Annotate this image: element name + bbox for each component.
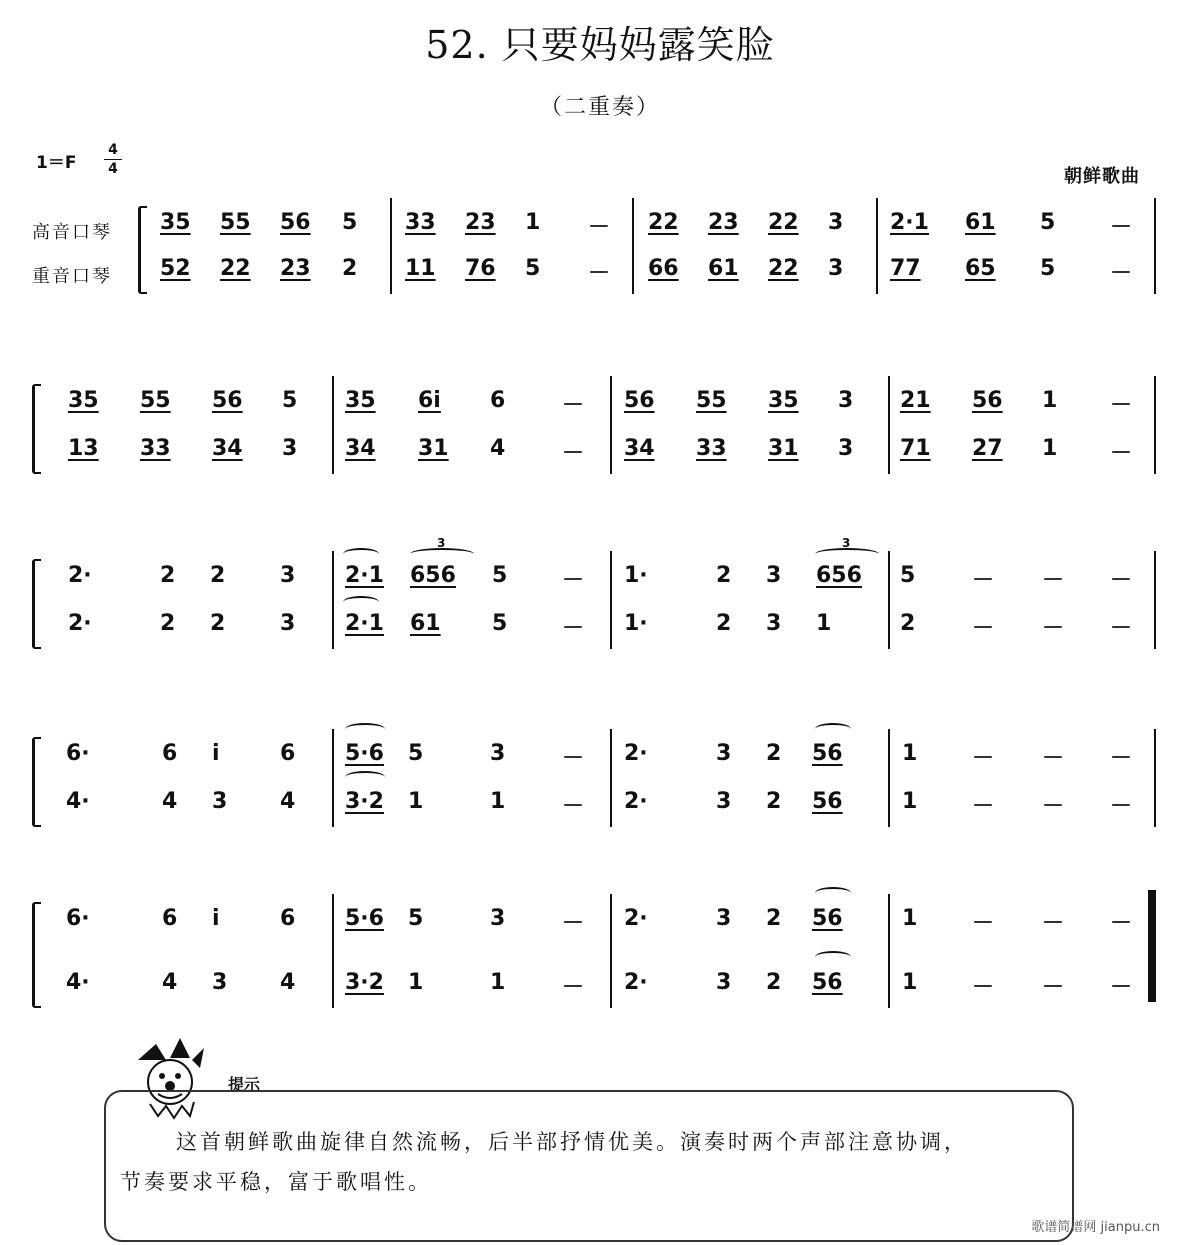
note-lower: － bbox=[1042, 975, 1065, 1000]
barline bbox=[1154, 551, 1156, 649]
note-lower: 5 bbox=[1040, 256, 1056, 281]
note-lower: － bbox=[1110, 794, 1133, 819]
note-lower: 3·2 bbox=[345, 789, 384, 814]
note-upper: 56 bbox=[280, 210, 311, 235]
note-lower: 1· bbox=[624, 611, 648, 636]
note-upper: 61 bbox=[965, 210, 996, 235]
note-upper: 6 bbox=[280, 741, 296, 766]
note-upper: － bbox=[972, 746, 995, 771]
note-lower: 22 bbox=[768, 256, 799, 281]
note-lower: 2·1 bbox=[345, 611, 384, 636]
barline bbox=[390, 198, 392, 294]
note-upper: － bbox=[562, 911, 585, 936]
note-lower: 71 bbox=[900, 436, 931, 461]
tip-label: 提示 bbox=[228, 1075, 261, 1094]
note-lower: 1 bbox=[408, 970, 424, 995]
note-lower: 4 bbox=[162, 970, 178, 995]
note-lower: 4 bbox=[280, 789, 296, 814]
note-lower: 27 bbox=[972, 436, 1003, 461]
note-upper: － bbox=[972, 568, 995, 593]
barline bbox=[610, 729, 612, 827]
note-lower: 65 bbox=[965, 256, 996, 281]
note-upper: 6 bbox=[490, 388, 506, 413]
note-upper: 5 bbox=[900, 563, 916, 588]
slur-mark bbox=[343, 596, 379, 608]
system-brace bbox=[32, 902, 41, 1008]
note-upper: 2 bbox=[766, 906, 782, 931]
note-lower: 31 bbox=[418, 436, 449, 461]
note-upper: 2 bbox=[160, 563, 176, 588]
note-upper: 3 bbox=[490, 741, 506, 766]
note-lower: 3 bbox=[212, 970, 228, 995]
note-upper: 22 bbox=[648, 210, 679, 235]
note-upper: 2· bbox=[68, 563, 92, 588]
note-lower: 2· bbox=[68, 611, 92, 636]
time-signature bbox=[102, 142, 124, 177]
note-upper: 3 bbox=[490, 906, 506, 931]
system-brace bbox=[138, 206, 147, 294]
note-upper: 3 bbox=[280, 563, 296, 588]
slur-mark bbox=[815, 723, 851, 735]
note-upper: i bbox=[212, 741, 220, 766]
note-lower: 33 bbox=[140, 436, 171, 461]
note-upper: － bbox=[1042, 911, 1065, 936]
note-upper: － bbox=[1110, 911, 1133, 936]
note-lower: 1 bbox=[902, 970, 918, 995]
note-lower: － bbox=[972, 794, 995, 819]
note-upper: 656 bbox=[816, 563, 862, 588]
note-upper: 22 bbox=[768, 210, 799, 235]
note-lower: 61 bbox=[708, 256, 739, 281]
note-upper: 56 bbox=[972, 388, 1003, 413]
slur-mark bbox=[343, 548, 379, 560]
note-lower: 3 bbox=[282, 436, 298, 461]
note-upper: 2 bbox=[716, 563, 732, 588]
note-lower: 1 bbox=[902, 789, 918, 814]
note-lower: 52 bbox=[160, 256, 191, 281]
note-upper: 35 bbox=[160, 210, 191, 235]
barline bbox=[1154, 729, 1156, 827]
note-upper: 2 bbox=[210, 563, 226, 588]
note-upper: － bbox=[562, 393, 585, 418]
note-upper: 2·1 bbox=[345, 563, 384, 588]
note-lower: 34 bbox=[345, 436, 376, 461]
slur-mark bbox=[345, 771, 385, 783]
note-upper: － bbox=[562, 568, 585, 593]
note-lower: － bbox=[562, 441, 585, 466]
barline bbox=[888, 894, 890, 1008]
note-upper: 2· bbox=[624, 906, 648, 931]
note-upper: 2 bbox=[766, 741, 782, 766]
note-upper: 3 bbox=[716, 741, 732, 766]
note-lower: 5 bbox=[492, 611, 508, 636]
note-lower: 34 bbox=[212, 436, 243, 461]
note-lower: 1 bbox=[1042, 436, 1058, 461]
note-upper: 6 bbox=[162, 906, 178, 931]
note-upper: 6 bbox=[280, 906, 296, 931]
barline bbox=[610, 376, 612, 474]
barline bbox=[332, 376, 334, 474]
note-upper: 3 bbox=[766, 563, 782, 588]
note-upper: 1 bbox=[1042, 388, 1058, 413]
note-upper: 1 bbox=[902, 741, 918, 766]
note-upper: － bbox=[562, 746, 585, 771]
note-upper: 5 bbox=[492, 563, 508, 588]
note-lower: 11 bbox=[405, 256, 436, 281]
note-lower: － bbox=[1110, 616, 1133, 641]
page-subtitle: （二重奏） bbox=[539, 95, 660, 120]
note-lower: 56 bbox=[812, 789, 843, 814]
note-lower: 2 bbox=[766, 789, 782, 814]
note-upper: － bbox=[1110, 568, 1133, 593]
note-upper: － bbox=[1110, 746, 1133, 771]
note-upper: － bbox=[1110, 215, 1133, 240]
page-title: 52. 只要妈妈露笑脸 bbox=[425, 23, 775, 67]
note-lower: 3 bbox=[280, 611, 296, 636]
note-upper: 6· bbox=[66, 741, 90, 766]
note-lower: 2· bbox=[624, 789, 648, 814]
note-upper: 55 bbox=[140, 388, 171, 413]
note-lower: 56 bbox=[812, 970, 843, 995]
slur-mark bbox=[345, 723, 385, 735]
note-lower: 22 bbox=[220, 256, 251, 281]
note-upper: i bbox=[212, 906, 220, 931]
note-lower: 4· bbox=[66, 789, 90, 814]
note-lower: 4· bbox=[66, 970, 90, 995]
note-lower: 3 bbox=[838, 436, 854, 461]
note-lower: － bbox=[1110, 261, 1133, 286]
triplet-mark: 3 bbox=[437, 536, 446, 550]
note-upper: 2·1 bbox=[890, 210, 929, 235]
note-lower: 1 bbox=[816, 611, 832, 636]
note-lower: 13 bbox=[68, 436, 99, 461]
note-upper: 21 bbox=[900, 388, 931, 413]
note-lower: 2 bbox=[716, 611, 732, 636]
note-upper: － bbox=[1042, 568, 1065, 593]
note-lower: 33 bbox=[696, 436, 727, 461]
note-upper: 656 bbox=[410, 563, 456, 588]
note-lower: 4 bbox=[280, 970, 296, 995]
note-lower: 3 bbox=[766, 611, 782, 636]
note-lower: － bbox=[1042, 616, 1065, 641]
note-lower: 1 bbox=[490, 970, 506, 995]
note-lower: 1 bbox=[490, 789, 506, 814]
slur-mark bbox=[815, 951, 851, 963]
note-upper: 23 bbox=[708, 210, 739, 235]
note-lower: 2 bbox=[766, 970, 782, 995]
barline bbox=[888, 551, 890, 649]
barline bbox=[632, 198, 634, 294]
note-upper: 56 bbox=[812, 906, 843, 931]
note-lower: － bbox=[972, 616, 995, 641]
watermark: 歌谱简谱网 jianpu.cn bbox=[1031, 1220, 1160, 1235]
note-lower: 61 bbox=[410, 611, 441, 636]
note-lower: 2 bbox=[210, 611, 226, 636]
note-upper: － bbox=[1042, 746, 1065, 771]
tip-text-line-2: 节奏要求平稳，富于歌唱性。 bbox=[120, 1170, 432, 1194]
note-upper: 35 bbox=[345, 388, 376, 413]
barline bbox=[1154, 198, 1156, 294]
barline bbox=[610, 551, 612, 649]
system-brace bbox=[32, 384, 41, 474]
note-lower: 3 bbox=[716, 789, 732, 814]
note-lower: 66 bbox=[648, 256, 679, 281]
note-lower: 3 bbox=[716, 970, 732, 995]
note-lower: － bbox=[1110, 975, 1133, 1000]
barline bbox=[888, 376, 890, 474]
note-lower: － bbox=[1110, 441, 1133, 466]
note-lower: 4 bbox=[490, 436, 506, 461]
final-barline bbox=[1148, 890, 1156, 1002]
note-upper: 56 bbox=[212, 388, 243, 413]
note-lower: 3 bbox=[212, 789, 228, 814]
note-lower: 34 bbox=[624, 436, 655, 461]
instrument-label-upper: 高音口琴 bbox=[32, 222, 112, 243]
note-lower: － bbox=[1042, 794, 1065, 819]
note-lower: － bbox=[562, 975, 585, 1000]
barline bbox=[332, 729, 334, 827]
barline bbox=[876, 198, 878, 294]
note-upper: 5·6 bbox=[345, 906, 384, 931]
note-lower: － bbox=[562, 616, 585, 641]
instrument-label-lower: 重音口琴 bbox=[32, 266, 112, 287]
note-upper: － bbox=[1110, 393, 1133, 418]
note-upper: 5·6 bbox=[345, 741, 384, 766]
note-upper: 35 bbox=[68, 388, 99, 413]
note-lower: 77 bbox=[890, 256, 921, 281]
note-lower: － bbox=[972, 975, 995, 1000]
note-lower: 3·2 bbox=[345, 970, 384, 995]
note-lower: 2 bbox=[342, 256, 358, 281]
note-lower: － bbox=[562, 794, 585, 819]
note-lower: 76 bbox=[465, 256, 496, 281]
note-upper: 3 bbox=[828, 210, 844, 235]
barline bbox=[610, 894, 612, 1008]
note-upper: 3 bbox=[838, 388, 854, 413]
note-lower: － bbox=[588, 261, 611, 286]
note-lower: 2· bbox=[624, 970, 648, 995]
note-upper: 1 bbox=[525, 210, 541, 235]
note-upper: 56 bbox=[624, 388, 655, 413]
note-lower: 2 bbox=[900, 611, 916, 636]
note-upper: 55 bbox=[220, 210, 251, 235]
note-upper: 5 bbox=[342, 210, 358, 235]
note-upper: 1 bbox=[902, 906, 918, 931]
slur-mark bbox=[815, 887, 851, 899]
note-upper: 35 bbox=[768, 388, 799, 413]
note-upper: 3 bbox=[716, 906, 732, 931]
system-brace bbox=[32, 559, 41, 649]
note-upper: － bbox=[972, 911, 995, 936]
barline bbox=[332, 551, 334, 649]
note-upper: 33 bbox=[405, 210, 436, 235]
time-signature-bottom: 4 bbox=[108, 161, 118, 177]
note-upper: 5 bbox=[1040, 210, 1056, 235]
note-lower: 2 bbox=[160, 611, 176, 636]
note-lower: 23 bbox=[280, 256, 311, 281]
barline bbox=[332, 894, 334, 1008]
composer-credit: 朝鲜歌曲 bbox=[1064, 166, 1140, 187]
triplet-mark: 3 bbox=[842, 536, 851, 550]
note-upper: 55 bbox=[696, 388, 727, 413]
note-upper: 6i bbox=[418, 388, 441, 413]
system-brace bbox=[32, 737, 41, 827]
note-lower: 31 bbox=[768, 436, 799, 461]
note-lower: 5 bbox=[525, 256, 541, 281]
note-upper: － bbox=[588, 215, 611, 240]
tip-text-line-1: 这首朝鲜歌曲旋律自然流畅，后半部抒情优美。演奏时两个声部注意协调， bbox=[176, 1130, 968, 1154]
note-upper: 2· bbox=[624, 741, 648, 766]
note-upper: 5 bbox=[282, 388, 298, 413]
note-lower: 4 bbox=[162, 789, 178, 814]
note-upper: 23 bbox=[465, 210, 496, 235]
note-upper: 5 bbox=[408, 741, 424, 766]
note-upper: 6 bbox=[162, 741, 178, 766]
note-upper: 6· bbox=[66, 906, 90, 931]
note-upper: 1· bbox=[624, 563, 648, 588]
note-upper: 56 bbox=[812, 741, 843, 766]
barline bbox=[888, 729, 890, 827]
key-signature: 1＝F bbox=[36, 153, 77, 173]
note-lower: 3 bbox=[828, 256, 844, 281]
barline bbox=[1154, 376, 1156, 474]
note-upper: 5 bbox=[408, 906, 424, 931]
note-lower: 1 bbox=[408, 789, 424, 814]
time-signature-top: 4 bbox=[108, 142, 118, 158]
